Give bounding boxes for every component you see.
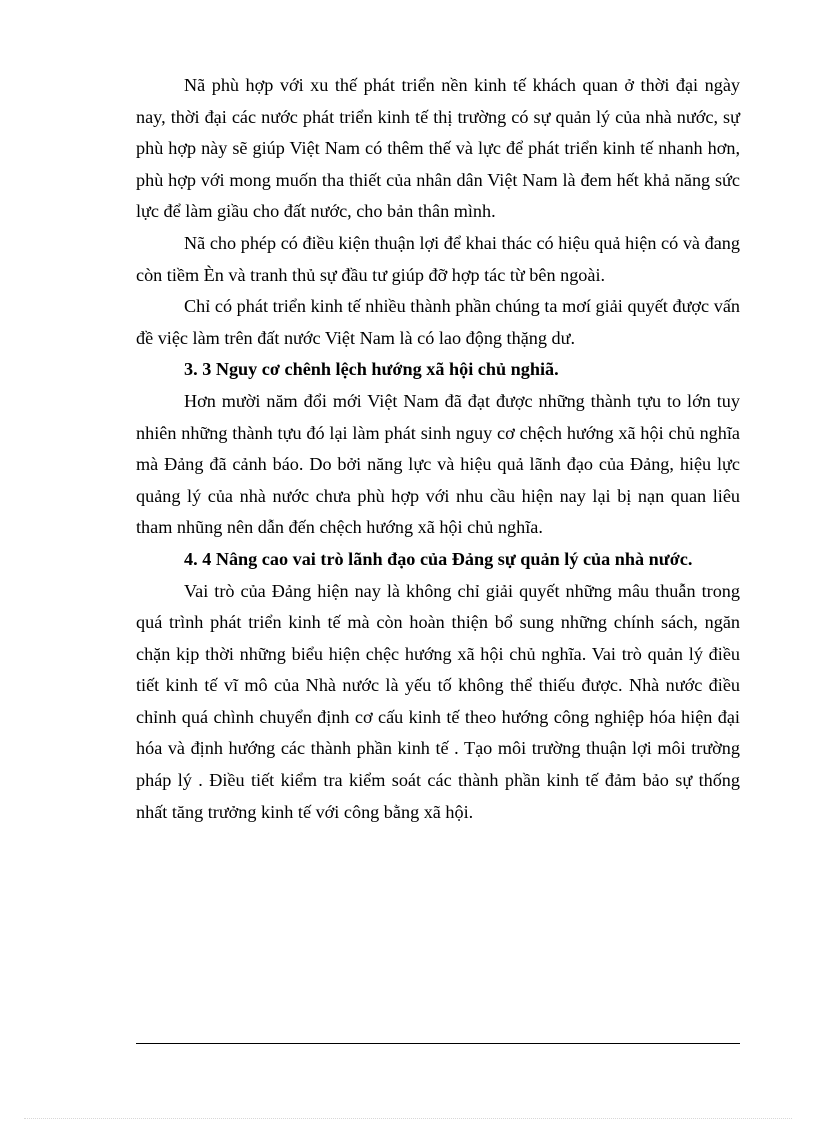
footer-rule [136, 1043, 740, 1044]
paragraph-deviation-risk: Hơn mười năm đổi mới Việt Nam đã đạt được những thành tựu to lớn tuy nhiên những thành tựu đó lại làm phát sinh nguy cơ chệch hướng xã hội chủ nghĩa mà Đảng đã cảnh báo. Do bởi năng lực và hiệu quả lãnh đạo của Đảng, hiệu lực quảng lý của nhà nước chưa phù hợp với nhu cầu hiện nay lại bị nạn quan liêu tham nhũng nên dẫn đến chệch hướng xã hội chủ nghĩa. [136, 390, 740, 538]
page-bottom-border [24, 1118, 792, 1119]
section-heading-4-4: 4. 4 Nâng cao vai trò lãnh đạo của Đảng sự quản lý của nhà nước. [184, 548, 693, 569]
paragraph-development-fit: Nã phù hợp với xu thế phát triển nền kinh tế khách quan ở thời đại ngày nay, thời đại các nước phát triển kinh tế thị trường có sự quản lý của nhà nước, sự phù hợp này sẽ giúp Việt Nam có thêm thế và lực để phát triển kinh tế nhanh hơn, phù hợp với mong muốn tha thiết của nhân dân Việt Nam là đem hết khả năng sức lực để làm giầu cho đất nước, cho bản thân mình. [136, 75, 740, 222]
document-body [136, 70, 740, 828]
paragraph-employment: Chỉ có phát triển kinh tế nhiều thành phần chúng ta mơí giải quyết được vấn đề việc làm trên đất nước Việt Nam là có lao động thặng dư. [136, 296, 740, 348]
section-heading-3-3: 3. 3 Nguy cơ chênh lệch hướng xã hội chủ nghiã. [184, 359, 559, 380]
paragraph-party-role: Vai trò của Đảng hiện nay là không chỉ giải quyết những mâu thuẫn trong quá trình phát triển kinh tế mà còn hoàn thiện bổ sung những chính sách, ngăn chặn kịp thời những biểu hiện chệc hướng xã hội chủ nghĩa. Vai trò quản lý điều tiết kinh tế vĩ mô của Nhà nước là yếu tố không thể thiếu được. Nhà nước điều chỉnh quá chình chuyển định cơ cấu kinh tế theo hướng công nghiệp hóa hiện đại hóa và định hướng các thành phần kinh tế . Tạo môi trường thuận lợi môi trường pháp lý . Điều tiết kiểm tra kiểm soát các thành phần kinh tế đảm bảo sự thống nhất tăng trưởng kinh tế với công bằng xã hội. [136, 580, 740, 822]
paragraph-favorable-conditions: Nã cho phép có điều kiện thuận lợi để khai thác có hiệu quả hiện có và đang còn tiềm Èn và tranh thủ sự đầu tư giúp đỡ hợp tác từ bên ngoài. [136, 232, 740, 285]
